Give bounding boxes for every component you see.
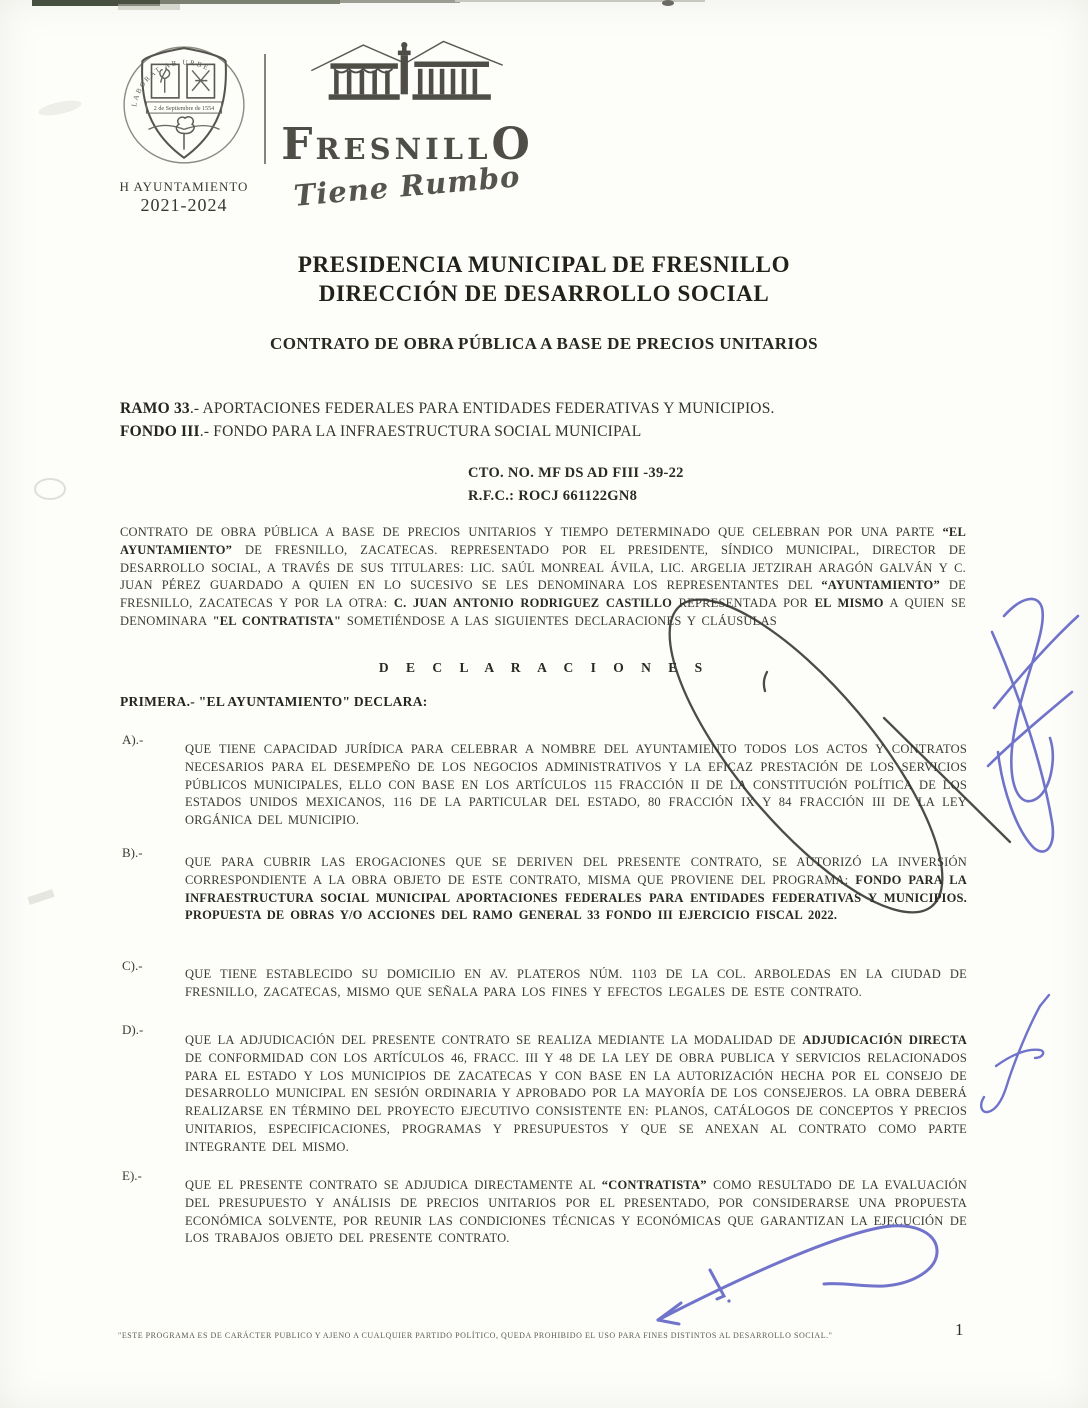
crest-caption: H AYUNTAMIENTO	[119, 179, 249, 194]
fondo-label: FONDO III	[120, 422, 200, 440]
title-line-1: PRESIDENCIA MUNICIPAL DE FRESNILLO	[297, 252, 791, 277]
ramo-label: RAMO 33	[120, 400, 190, 417]
clause-body-d: QUE LA ADJUDICACIÓN DEL PRESENTE CONTRATO SE REALIZA MEDIANTE LA MODALIDAD DE ADJUDICACIÓN DIRECTA DE CONFORMIDAD CON LOS ARTÍCULOS 46, FRACC. III Y 48 DE LA LEY DE OBRA PUBLICA Y SERVICIOS RELACIONADOS PARA EL ESTADO Y LOS MUNICIPIOS DE ZACATECAS Y CON BASE EN LA AUTORIZACIÓN HECHA POR EL CONSEJO DE DESARROLLO MUNICIPAL EN SESIÓN ORDINARIA Y APROBADO POR LA MAYORÍA DE LOS CONSEJEROS. LA OBRA DEBERÁ REALIZARSE EN TÉRMINO DEL PROYECTO EJECUTIVO CONSISTENTE EN: PLANOS, CATÁLOGOS DE CONCEPTOS Y PRECIOS UNITARIOS, ESPECIFICACIONES, PROGRAMAS Y PRESUPUESTOS Y QUE SE ANEXAN AL CONTRATO COMO PARTE INTEGRANTE DEL MISMO.	[185, 1033, 967, 1154]
fresnillo-monument-icon	[297, 36, 517, 118]
wordmark-final: O	[491, 119, 533, 170]
crest-motto-text: LABORAT AB URBE	[130, 58, 212, 108]
document-title	[0, 250, 1088, 308]
fondo-line	[120, 421, 982, 444]
fresnillo-logo	[281, 36, 533, 213]
document-subtitle: CONTRATO DE OBRA PÚBLICA A BASE DE PRECIOS UNITARIOS	[270, 334, 818, 353]
clause-body-a: QUE TIENE CAPACIDAD JURÍDICA PARA CELEBRAR A NOMBRE DEL AYUNTAMIENTO TODOS LOS ACTOS Y CONTRATOS NECESARIOS PARA EL DESEMPEÑO DE LOS NEGOCIOS ADMINISTRATIVOS Y LA EFICAZ PRESTACIÓN DE LOS SERVICIOS PÚBLICOS MUNICIPALES, ELLO CON BASE EN LOS ARTÍCULOS 115 FRACCIÓN II DE LA CONSTITUCIÓN POLÍTICA DE LOS ESTADOS UNIDOS MEXICANOS, 116 DE LA PARTICULAR DEL ESTADO, 80 FRACCIÓN IX Y 84 FRACCIÓN III DE LA LEY ORGÁNICA DEL MUNICIPIO.	[185, 742, 967, 828]
declaraciones-heading: D E C L A R A C I O N E S	[378, 660, 710, 675]
clause-label-c: C).-	[122, 958, 143, 973]
wordmark-initial: F	[281, 119, 316, 170]
signature-blue-top-right	[988, 599, 1078, 852]
primera-heading: PRIMERA.- "EL AYUNTAMIENTO" DECLARA:	[120, 694, 428, 709]
fondo-text: .- FONDO PARA LA INFRAESTRUCTURA SOCIAL MUNICIPAL	[199, 422, 642, 440]
clause-body-b: QUE PARA CUBRIR LAS EROGACIONES QUE SE DERIVEN DEL PRESENTE CONTRATO, SE AUTORIZÓ LA INVERSIÓN CORRESPONDIENTE A LA OBRA OBJETO DE ESTE CONTRATO, MISMA QUE PROVIENE DEL PROGRAMA: FONDO PARA LA INFRAESTRUCTURA SOCIAL MUNICIPAL APORTACIONES FEDERALES PARA ENTIDADES FEDERATIVAS Y MUNICIPIOS. PROPUESTA DE OBRAS Y/O ACCIONES DEL RAMO GENERAL 33 FONDO III EJERCICIO FISCAL 2022.	[185, 855, 968, 923]
logo-divider	[264, 54, 266, 164]
page-number: 1	[955, 1320, 964, 1339]
crest-banner-text: 2 de Septiembre de 1554	[153, 106, 215, 113]
clause-label-a: A).-	[122, 732, 144, 747]
clause-body-e: QUE EL PRESENTE CONTRATO SE ADJUDICA DIRECTAMENTE AL “CONTRATISTA” COMO RESULTADO DE LA EVALUACIÓN DEL PRESUPUESTO Y ANÁLISIS DE PRECIOS UNITARIOS POR EL PRESENTADO, POR CONSIDERARSE UNA PROPUESTA ECONÓMICA SOLVENTE, POR REUNIR LAS CONDICIONES TÉCNICAS Y ECONÓMICAS QUE GARANTIZAN LA EJECUCIÓN DE LOS TRABAJOS OBJETO DEL PRESENTE CONTRATO.	[185, 1178, 967, 1246]
wordmark-middle: RESNILL	[315, 132, 492, 166]
crest-shield-icon	[118, 40, 250, 172]
title-line-2: DIRECCIÓN DE DESARROLLO SOCIAL	[318, 281, 770, 306]
contract-identifiers	[468, 462, 684, 508]
municipal-crest-logo	[104, 40, 264, 216]
intro-paragraph: CONTRATO DE OBRA PÚBLICA A BASE DE PRECIOS UNITARIOS Y TIEMPO DETERMINADO QUE CELEBRAN POR UNA PARTE “EL AYUNTAMIENTO” DE FRESNILLO, ZACATECAS. REPRESENTADO POR EL PRESIDENTE, SÍNDICO MUNICIPAL, DIRECTOR DE DESARROLLO SOCIAL, A TRAVÉS DE SUS TITULARES: LIC. SAÚL MONREAL ÁVILA, LIC. ARGELIA JETZIRAH ARAGÓN GALVÁN Y C. JUAN PÉREZ GUARDADO A QUIEN EN LO SUCESIVO SE LES DENOMINARA LOS REPRESENTANTES DEL “AYUNTAMIENTO” DE FRESNILLO, ZACATECAS Y POR LA OTRA: C. JUAN ANTONIO RODRIGUEZ CASTILLO REPRESENTADA POR EL MISMO A QUIEN SE DENOMINARA "EL CONTRATISTA" SOMETIÉNDOSE A LAS SIGUIENTES DECLARACIONES Y CLÁUSULAS	[120, 525, 967, 628]
signature-blue-initial	[981, 995, 1049, 1112]
contract-number: CTO. NO. MF DS AD FIII -39-22	[468, 465, 684, 481]
clause-label-e: E).-	[122, 1168, 142, 1183]
clause-body-c: QUE TIENE ESTABLECIDO SU DOMICILIO EN AV. PLATEROS NÚM. 1103 DE LA COL. ARBOLEDAS EN LA CIUDAD DE FRESNILLO, ZACATECAS, MISMO QUE SEÑALA PARA LOS FINES Y EFECTOS LEGALES DE ESTE CONTRATO.	[185, 967, 967, 999]
footer-disclaimer: "ESTE PROGRAMA ES DE CARÁCTER PUBLICO Y AJENO A CUALQUIER PARTIDO POLÍTICO, QUEDA PROHIBIDO EL USO PARA FINES DISTINTOS AL DESARROLLO SOCIAL."	[118, 1331, 833, 1340]
contract-rfc: R.F.C.: ROCJ 661122GN8	[468, 488, 638, 504]
crest-years: 2021-2024	[140, 195, 228, 215]
program-lines	[120, 398, 982, 443]
ramo-text: .- APORTACIONES FEDERALES PARA ENTIDADES FEDERATIVAS Y MUNICIPIOS.	[189, 400, 775, 417]
ramo-line	[120, 398, 982, 421]
clause-label-d: D).-	[122, 1022, 144, 1037]
clause-label-b: B).-	[122, 845, 143, 860]
fresnillo-tagline: Tiene Rumbo	[292, 159, 522, 213]
